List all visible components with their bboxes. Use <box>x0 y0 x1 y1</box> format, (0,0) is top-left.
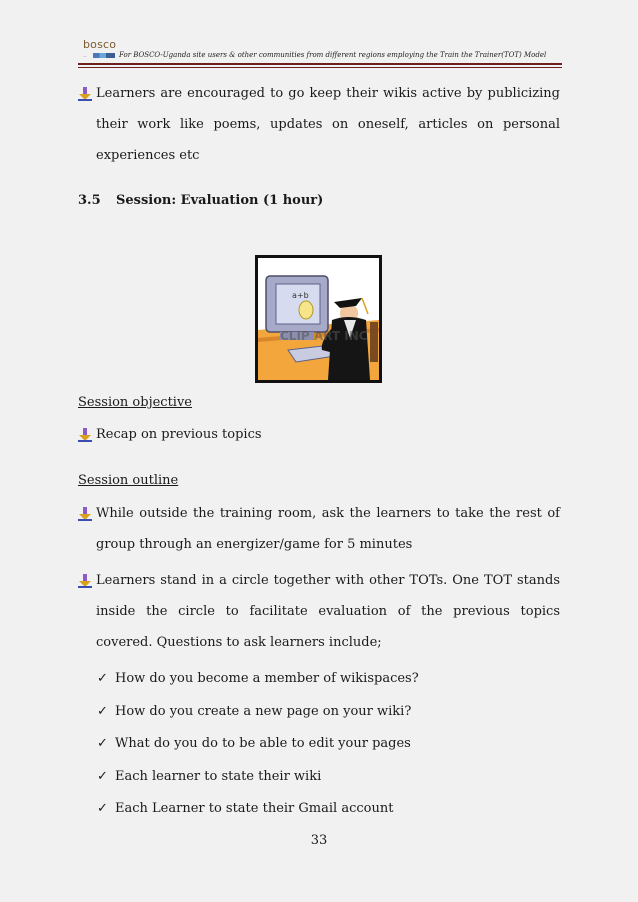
checkmark-icon: ✓ <box>97 801 108 816</box>
checkmark-icon: ✓ <box>97 769 108 784</box>
checkmark-icon: ✓ <box>97 704 108 719</box>
question-item: ✓ How do you create a new page on your wiki? <box>97 704 412 719</box>
logo-text: bosco <box>83 38 117 51</box>
session-objective-heading: Session objective <box>78 395 193 410</box>
svg-text:a+b: a+b <box>292 291 309 300</box>
question-item: ✓ Each Learner to state their Gmail account <box>97 801 394 816</box>
section-heading <box>78 193 323 208</box>
bosco-logo: bosco .. <box>83 38 117 59</box>
header-rule-thin <box>78 67 562 68</box>
objective-item: Recap on previous topics <box>96 427 262 442</box>
section-number: 3.5 <box>78 193 101 208</box>
outline-item: While outside the training room, ask the learners to take the rest of group through an energizer/game for 5 minutes <box>96 506 560 552</box>
graduate-at-computer-clipart <box>255 255 382 383</box>
checkmark-icon: ✓ <box>97 736 108 751</box>
arrow-bullet-icon <box>78 87 92 101</box>
question-item: ✓ How do you become a member of wikispaces? <box>97 671 419 686</box>
svg-text:CLIP ART INC: CLIP ART INC <box>280 329 368 343</box>
header-rule <box>78 63 562 65</box>
arrow-bullet-icon <box>78 428 92 442</box>
checkmark-icon: ✓ <box>97 671 108 686</box>
outline-item: Learners stand in a circle together with other TOTs. One TOT stands inside the circle to facilitate evaluation of the previous topics covered. Questions to ask learners include; <box>96 573 560 650</box>
arrow-bullet-icon <box>78 507 92 521</box>
question-item: ✓ Each learner to state their wiki <box>97 769 322 784</box>
header-text: For BOSCO-Uganda site users & other communities from different regions employing the Train the Trainer(TOT) Model <box>119 51 547 59</box>
session-outline-heading: Session outline <box>78 473 179 488</box>
question-item: ✓ What do you do to be able to edit your pages <box>97 736 411 751</box>
page-number: 33 <box>310 833 328 848</box>
arrow-bullet-icon <box>78 574 92 588</box>
section-title: Session: Evaluation (1 hour) <box>116 193 324 208</box>
intro-paragraph: Learners are encouraged to go keep their wikis active by publicizing their work like poems, updates on oneself, articles on personal experiences etc <box>96 86 560 163</box>
